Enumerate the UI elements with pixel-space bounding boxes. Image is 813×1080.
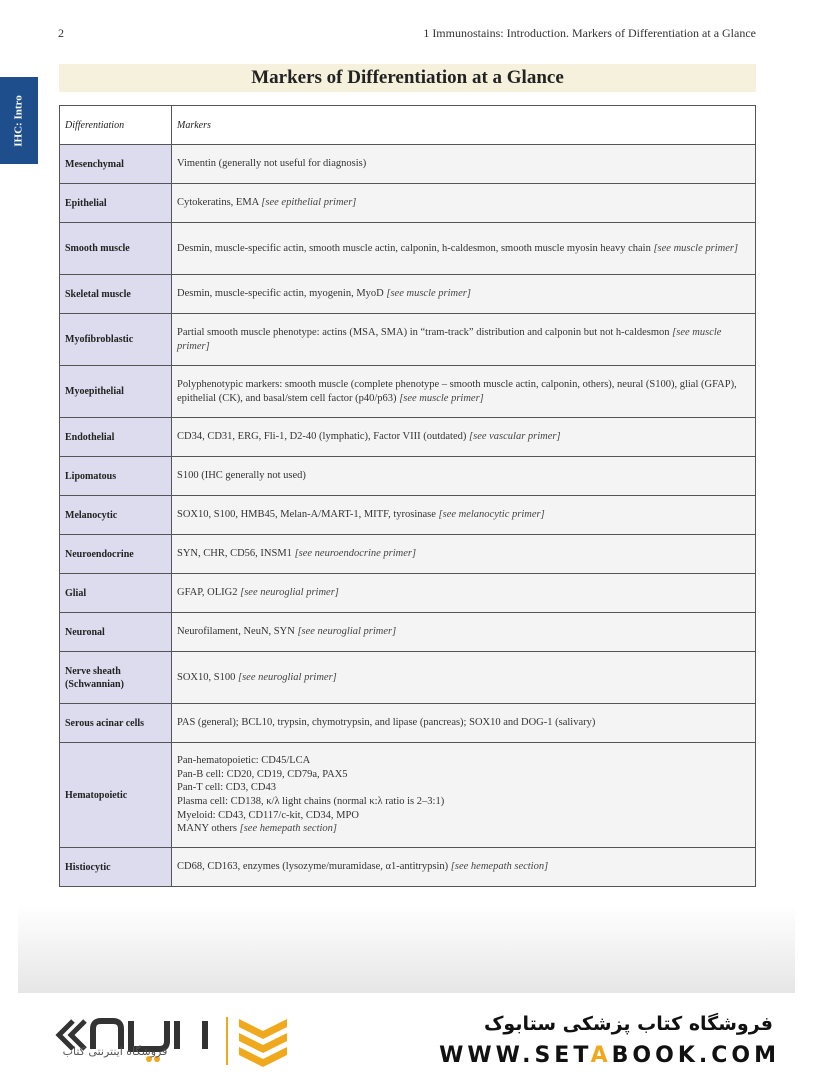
- primer-reference: [see hemepath section]: [239, 823, 338, 835]
- markers-cell: [172, 535, 756, 574]
- url-prefix: WWW.: [439, 1043, 535, 1068]
- page-title: Markers of Differentiation at a Glance: [59, 64, 756, 92]
- markers-text: SYN, CHR, CD56, INSM1: [177, 548, 292, 560]
- table-row: [60, 848, 756, 887]
- differentiation-cell: Histiocytic: [60, 848, 172, 887]
- side-tab-label: IHC: Intro: [13, 94, 26, 147]
- markers-cell: [172, 366, 756, 418]
- primer-reference: [see neuroendocrine primer]: [294, 548, 417, 560]
- differentiation-cell: Nerve sheath (Schwannian): [60, 652, 172, 704]
- differentiation-cell: Myoepithelial: [60, 366, 172, 418]
- table-row: [60, 496, 756, 535]
- markers-line: [177, 822, 750, 836]
- markers-cell: [172, 184, 756, 223]
- primer-reference: [see muscle primer]: [386, 288, 471, 300]
- markers-line-text: Plasma cell: CD138, κ/λ light chains (normal κ:λ ratio is 2–3:1): [177, 796, 445, 807]
- table-row: [60, 314, 756, 366]
- table-row: [60, 457, 756, 496]
- markers-text: Partial smooth muscle phenotype: actins (MSA, SMA) in “tram-track” distribution and calponin but not h-caldesmon: [177, 326, 670, 338]
- setabook-logo: [55, 1009, 300, 1071]
- url-name-1: SET: [534, 1043, 591, 1068]
- differentiation-cell: Lipomatous: [60, 457, 172, 496]
- primer-reference: [see melanocytic primer]: [438, 509, 545, 521]
- differentiation-cell: Myofibroblastic: [60, 314, 172, 366]
- table-row: [60, 743, 756, 848]
- publisher-footer: [0, 993, 813, 1080]
- markers-cell: [172, 275, 756, 314]
- markers-text: SOX10, S100, HMB45, Melan-A/MART-1, MITF, tyrosinase: [177, 509, 436, 521]
- differentiation-cell: Melanocytic: [60, 496, 172, 535]
- markers-line-text: Pan-hematopoietic: CD45/LCA: [177, 755, 311, 767]
- logo-tagline: فروشگاه اینترنتی کتاب: [62, 1045, 168, 1058]
- markers-line: [177, 809, 750, 823]
- markers-cell: [172, 314, 756, 366]
- markers-text: GFAP, OLIG2: [177, 587, 238, 599]
- differentiation-cell: Hematopoietic: [60, 743, 172, 848]
- differentiation-cell: Endothelial: [60, 418, 172, 457]
- markers-cell: [172, 223, 756, 275]
- section-side-tab: [0, 77, 38, 164]
- table-header-row: [60, 106, 756, 145]
- differentiation-cell: Smooth muscle: [60, 223, 172, 275]
- table-row: [60, 652, 756, 704]
- url-name-2: BOOK: [611, 1043, 699, 1068]
- table-row: [60, 535, 756, 574]
- differentiation-cell: Skeletal muscle: [60, 275, 172, 314]
- primer-reference: [see muscle primer]: [399, 392, 484, 404]
- primer-reference: [see hemepath section]: [450, 861, 549, 873]
- markers-text: PAS (general); BCL10, trypsin, chymotrypsin, and lipase (pancreas); SOX10 and DOG-1 (salivary): [177, 717, 596, 729]
- primer-reference: [see muscle primer]: [653, 242, 739, 254]
- primer-reference: [see epithelial primer]: [261, 197, 357, 209]
- url-suffix: .COM: [698, 1043, 780, 1068]
- differentiation-cell: Serous acinar cells: [60, 704, 172, 743]
- setabook-logo-icon: [55, 1009, 300, 1071]
- markers-cell: [172, 457, 756, 496]
- table-row: [60, 223, 756, 275]
- markers-text: Desmin, muscle-specific actin, smooth muscle actin, calponin, h-caldesmon, smooth muscle myosin heavy chain: [177, 242, 651, 254]
- markers-line-text: MANY others: [177, 823, 237, 835]
- differentiation-cell: Mesenchymal: [60, 145, 172, 184]
- markers-text: Neurofilament, NeuN, SYN: [177, 626, 295, 638]
- markers-cell: [172, 496, 756, 535]
- markers-table: [59, 105, 756, 887]
- markers-cell: [172, 652, 756, 704]
- differentiation-cell: Glial: [60, 574, 172, 613]
- differentiation-cell: Neuroendocrine: [60, 535, 172, 574]
- markers-text: CD34, CD31, ERG, Fli-1, D2-40 (lymphatic), Factor VIII (outdated): [177, 431, 467, 443]
- markers-cell: [172, 145, 756, 184]
- table-row: [60, 145, 756, 184]
- table-row: [60, 275, 756, 314]
- table-row: [60, 418, 756, 457]
- differentiation-cell: Epithelial: [60, 184, 172, 223]
- markers-line: [177, 754, 750, 768]
- table-row: [60, 704, 756, 743]
- markers-text: Desmin, muscle-specific actin, myogenin, MyoD: [177, 288, 384, 300]
- markers-cell: [172, 743, 756, 848]
- markers-text: S100 (IHC generally not used): [177, 470, 306, 482]
- markers-cell: [172, 704, 756, 743]
- markers-cell: [172, 418, 756, 457]
- table-row: [60, 613, 756, 652]
- url-name-accent: A: [590, 1043, 612, 1068]
- differentiation-cell: Neuronal: [60, 613, 172, 652]
- markers-line-text: Pan-T cell: CD3, CD43: [177, 782, 276, 794]
- markers-line: [177, 768, 750, 782]
- markers-cell: [172, 613, 756, 652]
- store-name: فروشگاه کتاب پزشکی ستابوک: [483, 1013, 773, 1035]
- markers-text: Vimentin (generally not useful for diagnosis): [177, 158, 367, 170]
- table-row: [60, 366, 756, 418]
- markers-line-text: Pan-B cell: CD20, CD19, CD79a, PAX5: [177, 768, 348, 780]
- header-markers: Markers: [172, 106, 756, 145]
- page-number: 2: [58, 26, 64, 40]
- markers-text: Cytokeratins, EMA: [177, 197, 259, 209]
- markers-text: SOX10, S100: [177, 671, 236, 683]
- running-head: 1 Immunostains: Introduction. Markers of Differentiation at a Glance: [423, 26, 756, 40]
- primer-reference: [see neuroglial primer]: [237, 671, 337, 683]
- markers-line: [177, 781, 750, 795]
- table-row: [60, 574, 756, 613]
- primer-reference: [see muscle primer]: [177, 326, 722, 352]
- markers-line-text: Myeloid: CD43, CD117/c-kit, CD34, MPO: [177, 809, 359, 821]
- markers-text: Polyphenotypic markers: smooth muscle (complete phenotype – smooth muscle actin, calponin, others), neural (S100), glial (GFAP), epithelial (CK), and basal/stem cell factor (p40/p63): [177, 378, 737, 404]
- primer-reference: [see vascular primer]: [469, 431, 561, 443]
- markers-text: CD68, CD163, enzymes (lysozyme/muramidase, α1-antitrypsin): [177, 861, 449, 873]
- primer-reference: [see neuroglial primer]: [297, 626, 397, 638]
- markers-cell: [172, 574, 756, 613]
- primer-reference: [see neuroglial primer]: [240, 587, 339, 599]
- table-row: [60, 184, 756, 223]
- markers-cell: [172, 848, 756, 887]
- store-url: [439, 1043, 780, 1068]
- markers-line: [177, 795, 750, 809]
- footer-fade: [18, 905, 795, 993]
- header-differentiation: Differentiation: [60, 106, 172, 145]
